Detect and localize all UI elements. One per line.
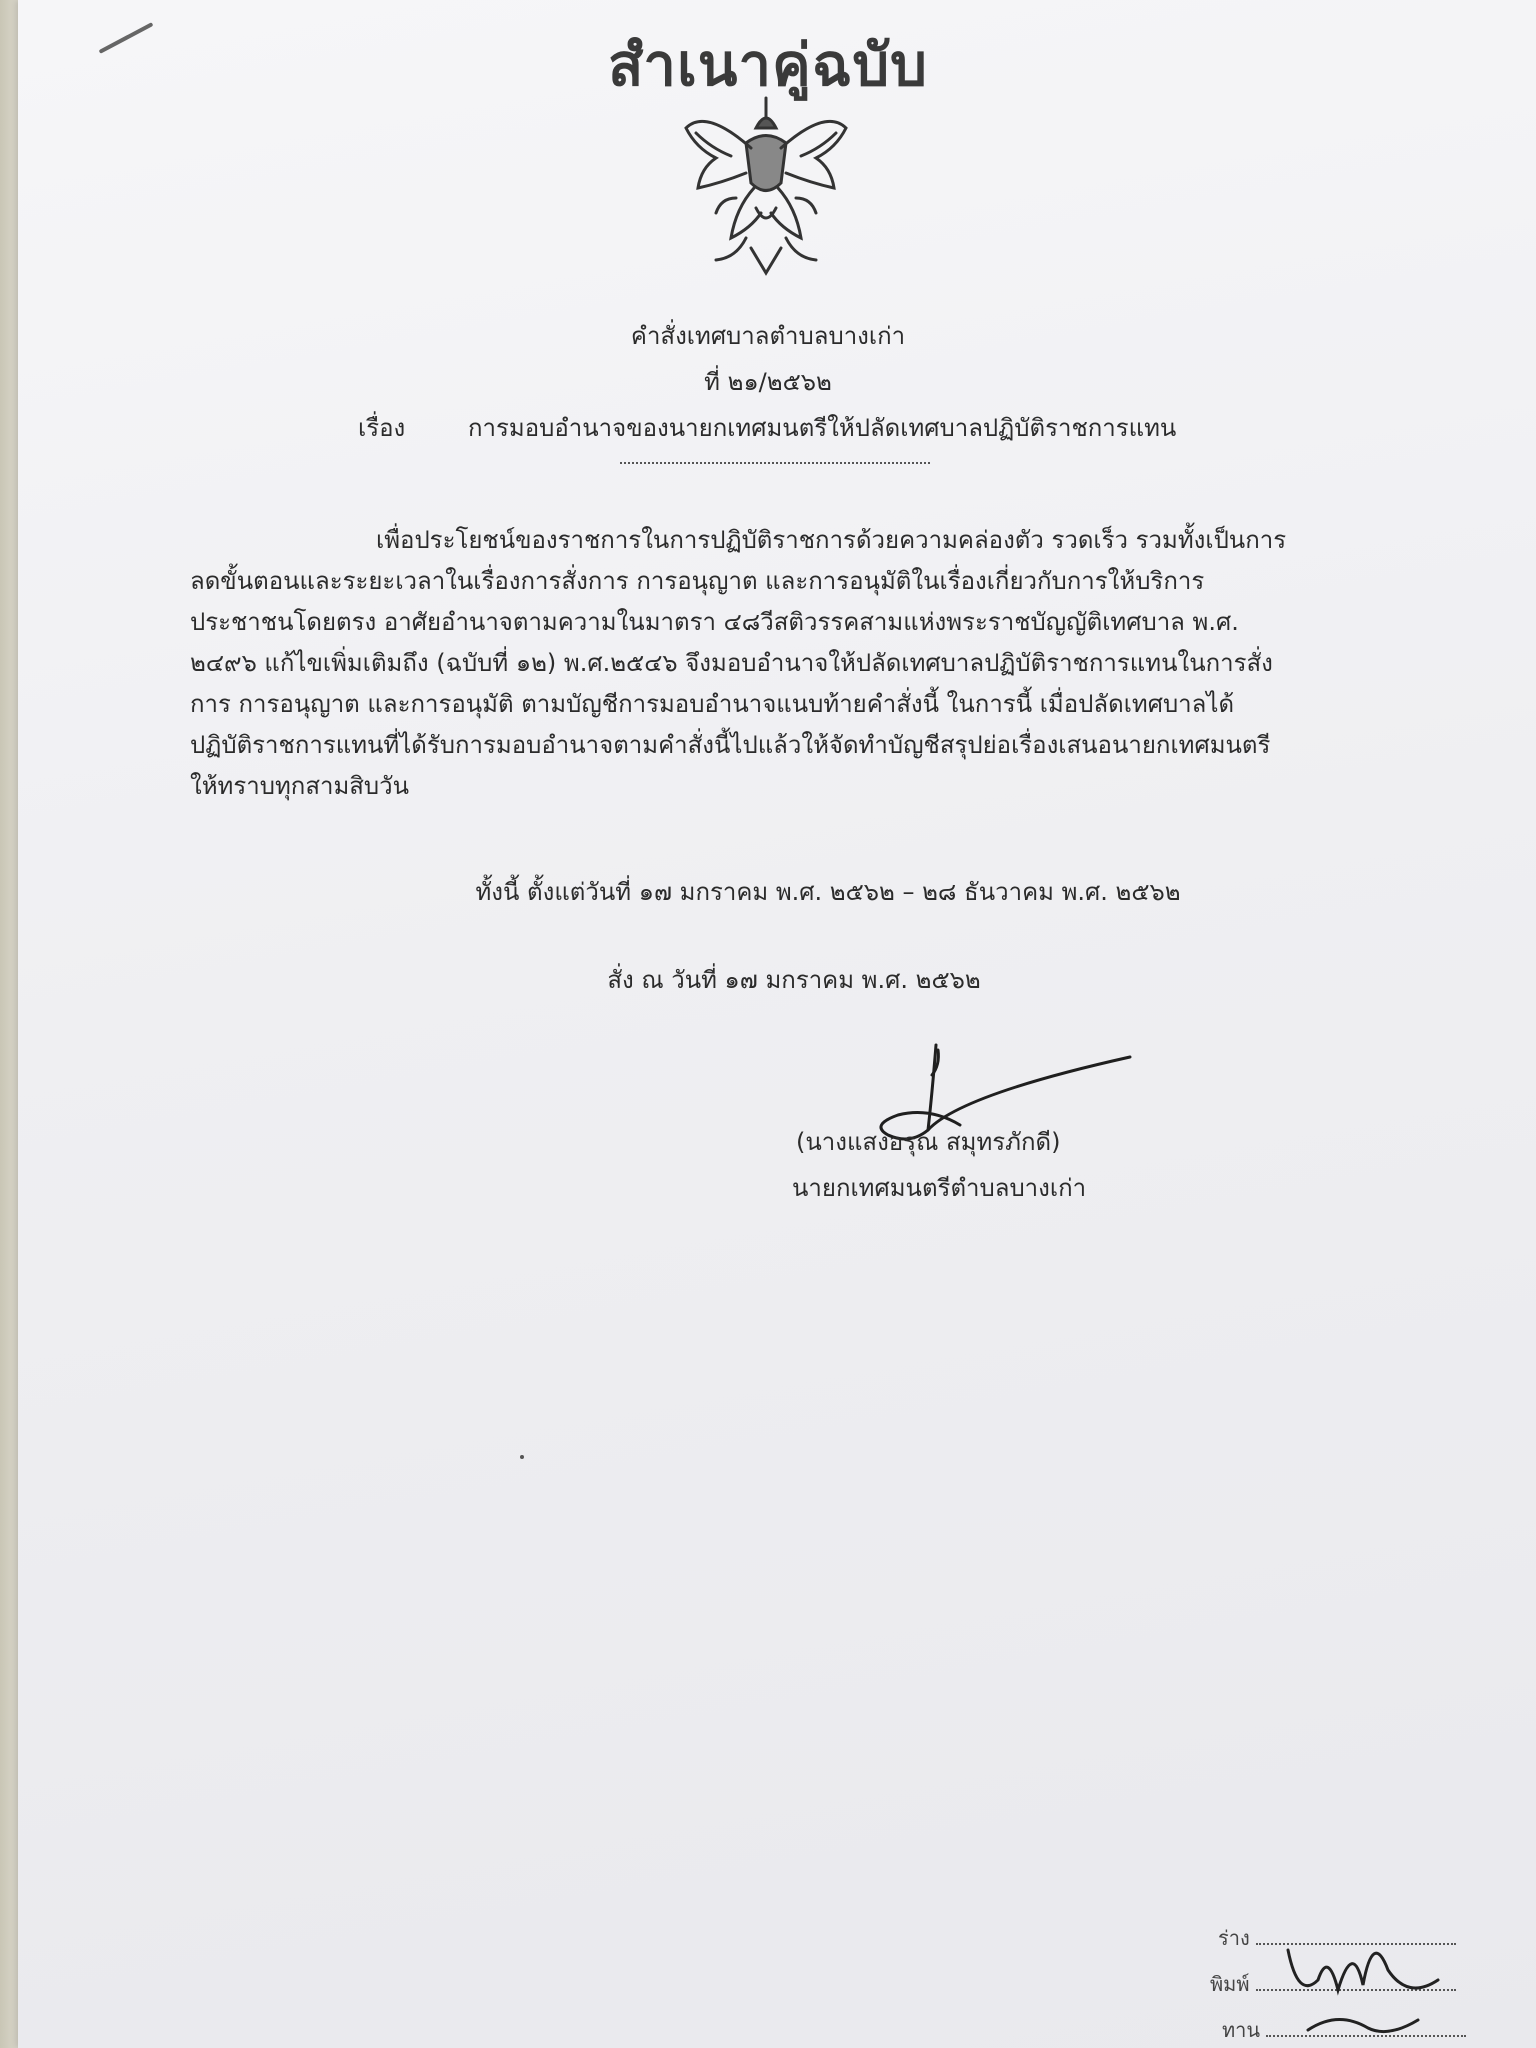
signatory-title: นายกเทศมนตรีตำบลบางเก่า (792, 1174, 1087, 1202)
garuda-emblem-icon (676, 88, 856, 278)
body-line: การ การอนุญาต และการอนุมัติ ตามบัญชีการมอบอำนาจแนบท้ายคำสั่งนี้ ในการนี้ เมื่อปลัดเทศบาลได้ (190, 690, 1235, 718)
draft-label: ร่าง (1218, 1926, 1250, 1950)
body-line: ๒๔๙๖ แก้ไขเพิ่มเติมถึง (ฉบับที่ ๑๒) พ.ศ.๒๕๔๖ จึงมอบอำนาจให้ปลัดเทศบาลปฏิบัติราชการแทนในการสั่ง (190, 649, 1273, 677)
paper-speck (520, 1455, 524, 1459)
body-line: ให้ทราบทุกสามสิบวัน (190, 772, 410, 800)
body-line: ปฏิบัติราชการแทนที่ได้รับการมอบอำนาจตามคำสั่งนี้ไปแล้วให้จัดทำบัญชีสรุปย่อเรื่องเสนอนายกเทศมนตรี (190, 731, 1271, 759)
order-issuer: คำสั่งเทศบาลตำบลบางเก่า (630, 322, 906, 350)
subject-text: การมอบอำนาจของนายกเทศมนตรีให้ปลัดเทศบาลปฏิบัติราชการแทน (468, 414, 1177, 442)
typed-label: พิมพ์ (1210, 1972, 1250, 1996)
body-line: เพื่อประโยชน์ของราชการในการปฏิบัติราชการด้วยความคล่องตัว รวดเร็ว รวมทั้งเป็นการ (376, 526, 1287, 554)
document-page (18, 0, 1536, 2048)
checked-label: ทาน (1222, 2018, 1261, 2042)
order-number: ที่ ๒๑/๒๕๖๒ (704, 368, 832, 396)
signatory-name: (นางแสงอรุณ สมุทรภักดี) (796, 1128, 1061, 1156)
certified-copy-stamp: สำเนาคู่ฉบับ (608, 31, 928, 99)
ordered-date: สั่ง ณ วันที่ ๑๗ มกราคม พ.ศ. ๒๕๖๒ (607, 966, 981, 994)
body-line: ลดขั้นตอนและระยะเวลาในเรื่องการสั่งการ การอนุญาต และการอนุมัติในเรื่องเกี่ยวกับการให้บริการ (190, 567, 1205, 595)
initials-block (1188, 1910, 1488, 2048)
order-body (190, 520, 1350, 807)
order-subject (358, 408, 1176, 447)
body-line: ประชาชนโดยตรง อาศัยอำนาจตามความในมาตรา ๔๘วีสติวรรคสามแห่งพระราชบัญญัติเทศบาล พ.ศ. (190, 608, 1239, 636)
effective-period: ทั้งนี้ ตั้งแต่วันที่ ๑๗ มกราคม พ.ศ. ๒๕๖๒ – ๒๘ ธันวาคม พ.ศ. ๒๕๖๒ (475, 878, 1181, 906)
subject-label: เรื่อง (358, 414, 406, 442)
separator-dotted-line (620, 462, 930, 464)
initials-signature (1278, 1910, 1448, 2040)
